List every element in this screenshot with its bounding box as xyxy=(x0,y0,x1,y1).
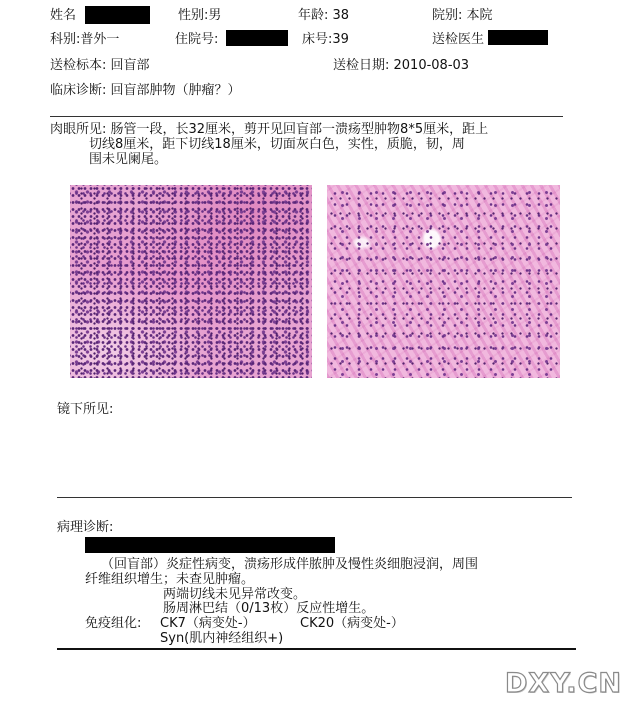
specimen-field: 送检标本: 回盲部 xyxy=(50,58,150,73)
dxy-watermark-logo: DXY.CN xyxy=(505,668,622,699)
diagnosis-line: 两端切线未见异常改变。 xyxy=(163,587,307,602)
diagnosis-line: （回盲部）炎症性病变，溃疡形成伴脓肿及慢性炎细胞浸润，周围 xyxy=(101,557,479,572)
name-redaction xyxy=(85,6,150,24)
divider xyxy=(50,116,563,117)
diagnosis-line: 纤维组织增生；未查见肿瘤。 xyxy=(85,572,255,587)
gross-line: 切线8厘米，距下切线18厘米，切面灰白色，实性，质脆，韧，周 xyxy=(89,137,465,152)
ihc-syn: Syn(肌内神经组织+) xyxy=(160,631,284,646)
inpatient-no-label: 住院号: xyxy=(175,32,219,47)
diagnosis-label: 病理诊断: xyxy=(57,520,114,535)
histology-image-right xyxy=(327,185,560,378)
name-label: 姓名 xyxy=(50,8,77,23)
ihc-ck7: CK7（病变处-） xyxy=(160,616,256,631)
age-field: 年龄: 38 xyxy=(298,8,350,23)
gross-line: 围未见阑尾。 xyxy=(89,152,168,167)
hospital-field: 院别: 本院 xyxy=(432,8,493,23)
gender-field: 性别:男 xyxy=(178,8,222,23)
gross-line: 肉眼所见: 肠管一段，长32厘米，剪开见回盲部一溃疡型肿物8*5厘米，距上 xyxy=(50,122,489,137)
divider xyxy=(57,648,576,650)
bed-no-field: 床号:39 xyxy=(302,32,349,47)
inpatient-no-redaction xyxy=(226,30,288,46)
microscopy-label: 镜下所见: xyxy=(57,402,114,417)
doctor-label: 送检医生 xyxy=(432,32,485,47)
clinical-diagnosis: 临床诊断: 回盲部肿物（肿瘤？） xyxy=(50,83,241,98)
ihc-ck20: CK20（病变处-） xyxy=(300,616,404,631)
date-field: 送检日期: 2010-08-03 xyxy=(333,58,470,73)
histology-image-left xyxy=(70,185,312,378)
department-field: 科别:普外一 xyxy=(50,32,120,47)
divider xyxy=(57,497,572,498)
diagnosis-line: 肠周淋巴结（0/13枚）反应性增生。 xyxy=(163,601,375,616)
diagnosis-redaction xyxy=(85,537,335,553)
doctor-redaction xyxy=(488,30,548,45)
ihc-label: 免疫组化: xyxy=(85,616,142,631)
